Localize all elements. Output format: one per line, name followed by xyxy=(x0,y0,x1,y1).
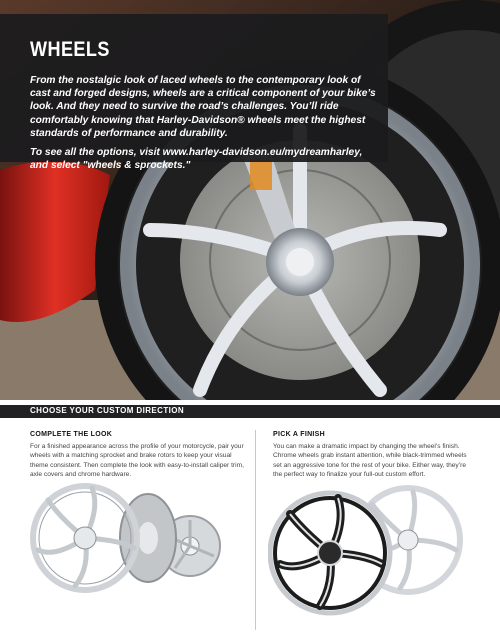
pick-a-finish-heading: PICK A FINISH xyxy=(273,431,325,438)
complete-the-look-column xyxy=(30,431,250,480)
intro-paragraph: From the nostalgic look of laced wheels to the contemporary look of cast and forged designs, wheels are a critical component of your bike’s look. And they need to survive the road’s challenges. You’ll ride comfortably knowing that Harley-Davidson® wheels meet the highest standards of performance and durability. xyxy=(30,75,376,139)
complete-the-look-heading: COMPLETE THE LOOK xyxy=(30,431,113,438)
complete-the-look-text: For a finished appearance across the profile of your motorcycle, pair your wheels with a matching sprocket and brake rotors to keep your visual theme consistent. Then complete the look with easy-to-install caliper trim, axle covers and chrome hardware. xyxy=(30,443,244,479)
intro-panel xyxy=(0,14,388,172)
section-label: CHOOSE YOUR CUSTOM DIRECTION xyxy=(30,406,185,415)
wheel-rotor-sprocket-image xyxy=(30,478,230,603)
pick-a-finish-text: You can make a dramatic impact by changing the wheel’s finish. Chrome wheels grab instant attention, while black-trimmed wheels set an aggressive tone for the rest of your bike. Either way, they’re the perfect way to finalize your full-out custom effort. xyxy=(273,443,467,479)
intro-call-to-action: To see all the options, visit www.harley-davidson.eu/mydreamharley, and select "wheels & sprockets." xyxy=(30,147,363,172)
page-title: WHEELS xyxy=(30,38,110,61)
section-header-bar xyxy=(0,405,500,418)
pick-a-finish-column xyxy=(273,431,475,480)
column-divider xyxy=(255,430,256,630)
black-and-chrome-wheels-image xyxy=(268,478,468,628)
